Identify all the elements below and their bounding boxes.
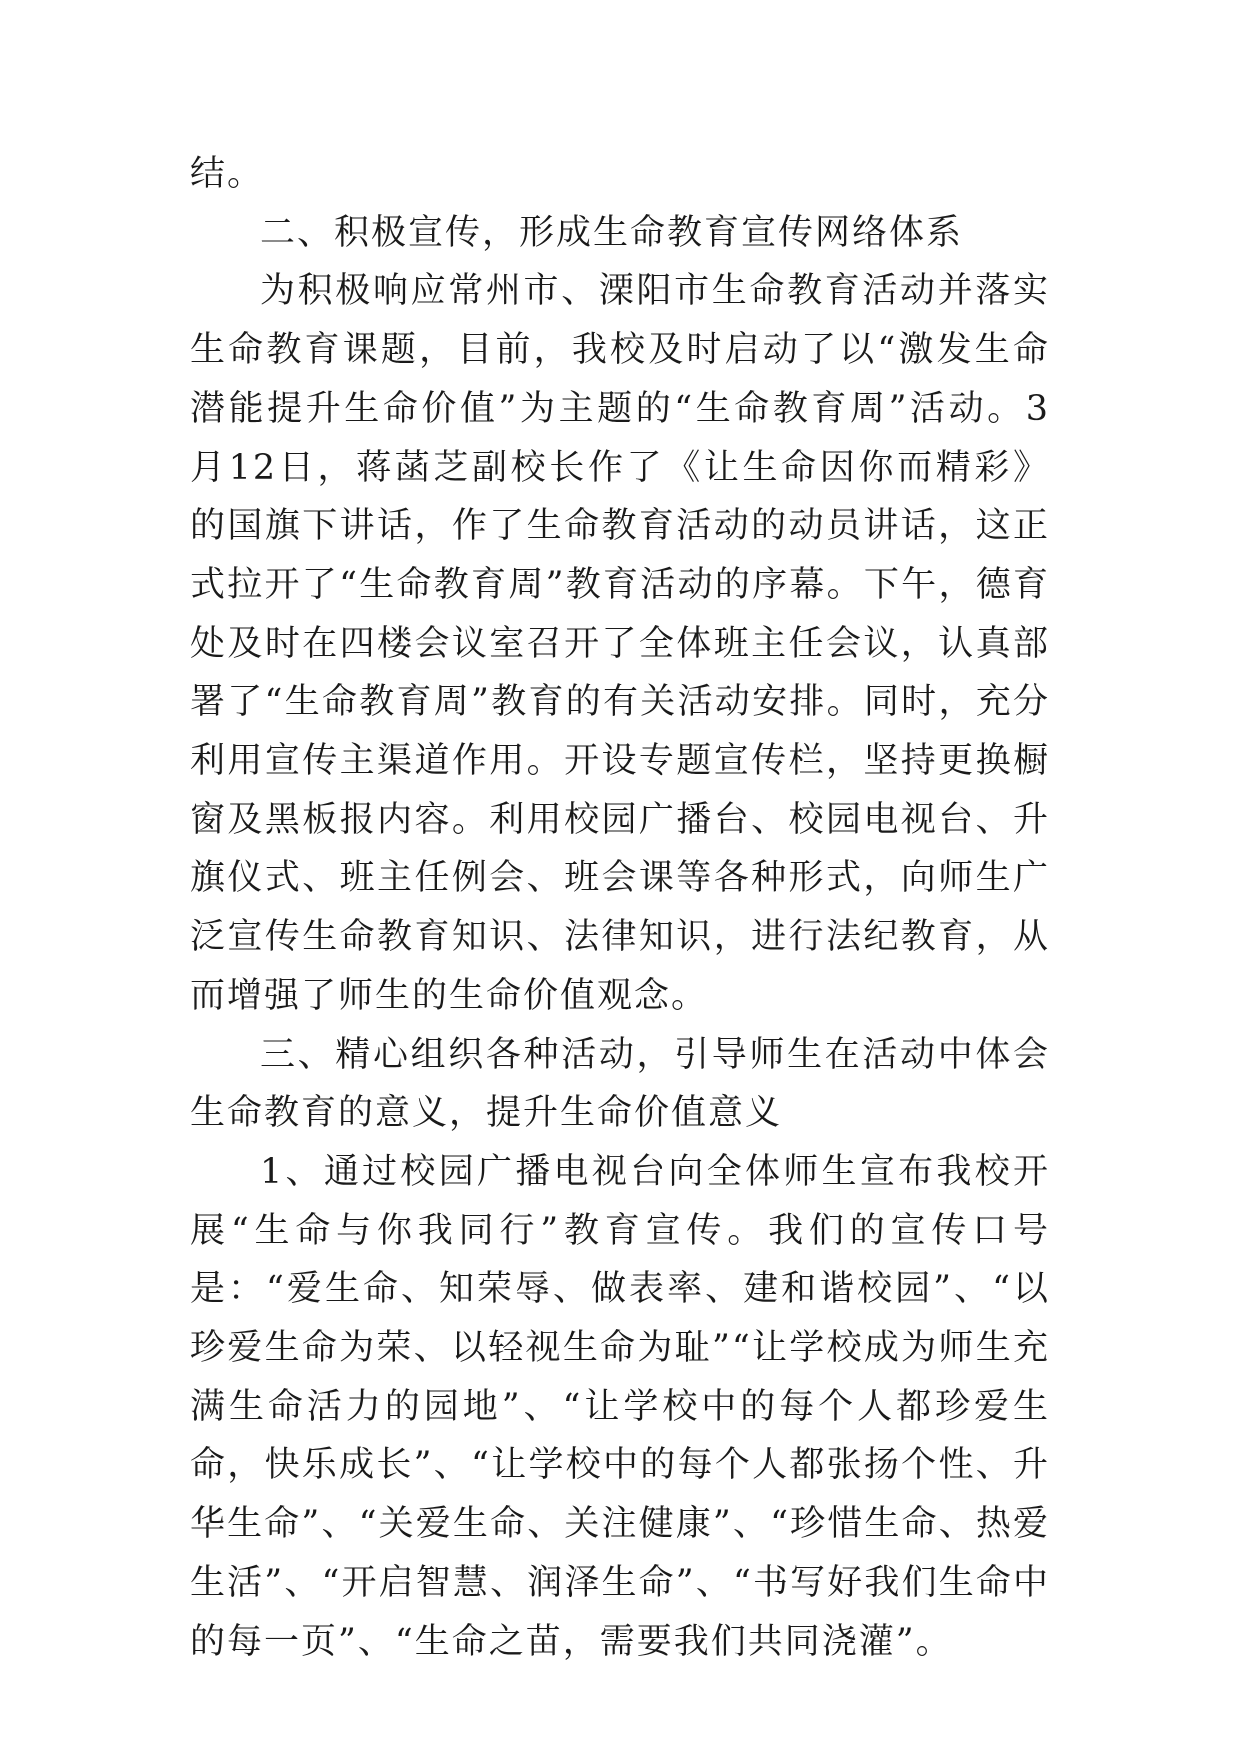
paragraph-continuation: 结。 (190, 154, 265, 194)
paragraph-slogans: 1、通过校园广播电视台向全体师生宣布我校开展“生命与你我同行”教育宣传。我们的宣传口号是：“爱生命、知荣辱、做表率、建和谐校园”、“以珍爱生命为荣、以轻视生命为耻”“让学校成为师生充满生命活力的园地”、“让学校中的每个人都珍爱生命，快乐成长”、“让学校中的每个人都张扬个性、升华生命”、“关爱生命、关注健康”、“珍惜生命、热爱生活”、“开启智慧、润泽生命”、“书写好我们生命中的每一页”、“生命之苗，需要我们共同浇灌”。 (190, 1151, 1050, 1662)
section-heading-3: 三、精心组织各种活动，引导师生在活动中体会生命教育的意义，提升生命价值意义 (190, 1034, 1050, 1134)
section-heading-2: 二、积极宣传，形成生命教育宣传网络体系 (260, 212, 964, 253)
document-body (190, 145, 1050, 1671)
paragraph-publicity: 为积极响应常州市、溧阳市生命教育活动并落实生命教育课题，目前，我校及时启动了以“激发生命潜能提升生命价值”为主题的“生命教育周”活动。3月12日，蒋菡芝副校长作了《让生命因你而精彩》的国旗下讲话，作了生命教育活动的动员讲话，这正式拉开了“生命教育周”教育活动的序幕。下午，德育处及时在四楼会议室召开了全体班主任会议，认真部署了“生命教育周”教育的有关活动安排。同时，充分利用宣传主渠道作用。开设专题宣传栏，坚持更换橱窗及黑板报内容。利用校园广播台、校园电视台、升旗仪式、班主任例会、班会课等各种形式，向师生广泛宣传生命教育知识、法律知识，进行法纪教育，从而增强了师生的生命价值观念。 (190, 271, 1050, 1016)
